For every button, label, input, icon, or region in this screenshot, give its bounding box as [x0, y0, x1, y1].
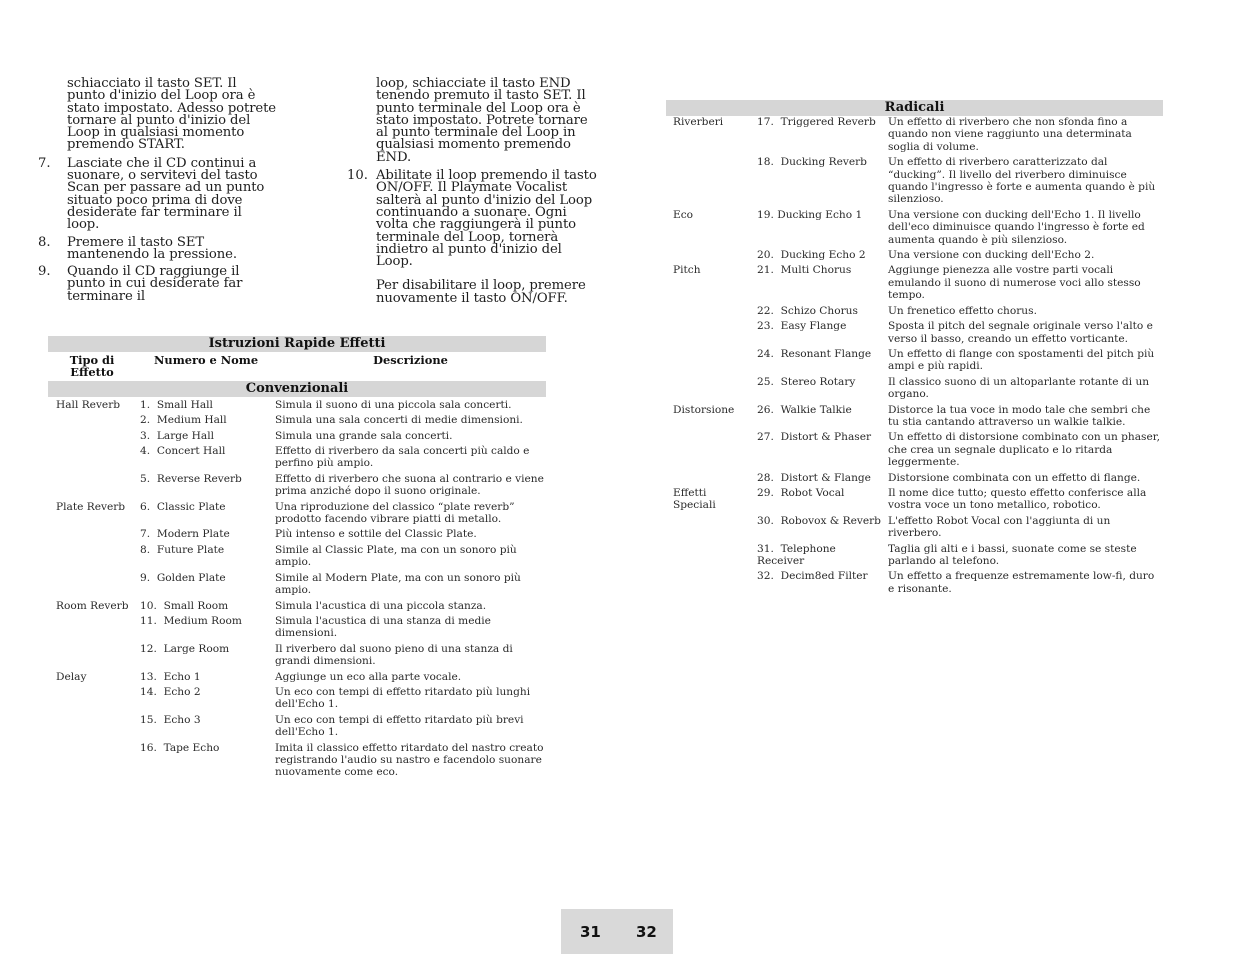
- effect-description-cell: Un effetto a frequenze estremamente low-fi, duro e risonante.: [888, 570, 1158, 595]
- step-continuation: loop, schiacciate il tasto END tenendo premuto il tasto SET. Il punto terminale del Loop ora è stato impostato. Potrete tornare al punto terminale del Loop in qualsiasi momento premendo END.: [376, 76, 588, 165]
- table-row: [666, 249, 1163, 264]
- step-text: Lasciate che il CD continui a suonare, o servitevi del tasto Scan per passare ad un punto situato poco prima di dove desiderate far terminare il loop.: [67, 155, 265, 233]
- effect-name-cell: 3. Large Hall: [140, 429, 215, 442]
- effect-name-cell: 4. Concert Hall: [140, 445, 226, 458]
- effect-name-cell: 9. Golden Plate: [140, 571, 226, 584]
- effect-name-cell: 1. Small Hall: [140, 398, 213, 411]
- table-row: [666, 305, 1163, 320]
- step-item-8: [38, 234, 278, 262]
- table-row: [666, 472, 1163, 487]
- effect-description-cell: Effetto di riverbero che suona al contrario e viene prima anziché dopo il suono originale.: [275, 472, 548, 498]
- table-row: [48, 473, 546, 501]
- table-row: [666, 320, 1163, 348]
- table-row: [48, 742, 546, 782]
- effect-type-cell: [666, 570, 751, 598]
- effect-name-cell: 10. Small Room: [140, 599, 229, 612]
- effect-description-cell: Sposta il pitch del segnale originale verso l'alto e verso il basso, creando un effetto vorticante.: [888, 320, 1157, 345]
- step-item-7: [38, 155, 278, 233]
- effect-type-cell: Plate Reverb: [56, 500, 126, 513]
- effect-description-cell: Un eco con tempi di effetto ritardato più lunghi dell'Echo 1.: [275, 685, 534, 711]
- step-number: 7.: [38, 155, 51, 171]
- step-item-9: [38, 266, 278, 303]
- table-row: [48, 600, 546, 615]
- effect-type-cell: Eco: [673, 208, 694, 221]
- effect-description-cell: Simula il suono di una piccola sala concerti.: [275, 398, 512, 411]
- effect-name-cell: 17. Triggered Reverb: [757, 116, 876, 128]
- effect-name-cell: 30. Robovox & Reverb: [757, 514, 881, 527]
- effect-type-cell: [48, 544, 136, 572]
- table-header-row: [48, 352, 546, 381]
- effect-description-cell: Simile al Classic Plate, ma con un sonoro più ampio.: [275, 543, 521, 569]
- step-text: Abilitate il loop premendo il tasto ON/OFF. Il Playmate Vocalist salterà al punto d'inizio del Loop continuando a suonare. Ogni volta che raggiungerà il punto terminale del Loop, tornerà indietro al punto d'inizio del Loop.: [376, 168, 597, 270]
- effect-description-cell: Un frenetico effetto chorus.: [888, 304, 1037, 317]
- table-title: Istruzioni Rapide Effetti: [48, 336, 546, 352]
- effect-type-cell: [48, 414, 136, 429]
- effect-name-cell: 27. Distort & Phaser: [757, 431, 872, 444]
- effect-description-cell: Un effetto di flange con spostamenti del pitch più ampi e più rapidi.: [888, 347, 1158, 373]
- effect-type-cell: Distorsione: [673, 403, 735, 416]
- effect-name-cell: 20. Ducking Echo 2: [757, 249, 866, 262]
- table-row: [48, 714, 546, 742]
- section-title: Convenzionali: [48, 381, 546, 397]
- table-row: [666, 570, 1163, 598]
- effect-name-cell: 26. Walkie Talkie: [757, 403, 852, 416]
- effect-description-cell: Taglia gli alti e i bassi, suonate come se steste parlando al telefono.: [888, 542, 1140, 567]
- header-number-name: Numero e Nome: [154, 353, 259, 367]
- effect-type-cell: [666, 156, 751, 209]
- effect-description-cell: Una riproduzione del classico “plate reverb” prodotto facendo vibrare piatti di metallo.: [275, 500, 518, 526]
- effect-description-cell: Simula l'acustica di una piccola stanza.: [275, 599, 487, 612]
- effect-name-cell: 11. Medium Room: [140, 614, 242, 627]
- table-row: [48, 686, 546, 714]
- effect-description-cell: Un effetto di distorsione combinato con un phaser, che crea un segnale duplicato e lo ritarda leggermente.: [888, 431, 1164, 469]
- effect-name-cell: 19. Ducking Echo 1: [757, 208, 863, 221]
- effect-name-cell: 12. Large Room: [140, 642, 230, 655]
- table-row: [666, 515, 1163, 543]
- effect-description-cell: Più intenso e sottile del Classic Plate.: [275, 528, 477, 541]
- effect-type-cell: [48, 615, 136, 643]
- effect-description-cell: Imita il classico effetto ritardato del nastro creato registrando l'audio su nastro e facendolo suonare nuovamente come eco.: [275, 741, 547, 779]
- effect-type-cell: Delay: [56, 670, 87, 683]
- effect-description-cell: Il classico suono di un altoparlante rotante di un organo.: [888, 375, 1153, 401]
- effect-type-cell: [666, 376, 751, 404]
- effect-type-cell: [48, 643, 136, 671]
- effects-table: [48, 336, 546, 782]
- effect-description-cell: Un eco con tempi di effetto ritardato più brevi dell'Echo 1.: [275, 713, 527, 739]
- table-row: [48, 544, 546, 572]
- effect-name-cell: 8. Future Plate: [140, 543, 225, 556]
- effect-type-cell: [666, 515, 751, 543]
- effect-type-cell: [666, 431, 751, 471]
- step-text: Quando il CD raggiunge il punto in cui desiderate far terminare il: [67, 264, 243, 304]
- effect-type-cell: [48, 445, 136, 473]
- instructions-column-2: [347, 78, 597, 305]
- header-type: Tipo di Effetto: [69, 353, 115, 380]
- effect-name-cell: 16. Tape Echo: [140, 741, 220, 754]
- table-row: [48, 528, 546, 543]
- table-row: [666, 431, 1163, 471]
- effect-name-cell: 22. Schizo Chorus: [757, 304, 858, 317]
- page-number-tab: [561, 909, 673, 954]
- table-row: [666, 404, 1163, 432]
- effect-name-cell: 13. Echo 1: [140, 670, 201, 683]
- step-text: Premere il tasto SET mantenendo la pressione.: [67, 234, 237, 262]
- effect-type-cell: [48, 528, 136, 543]
- effect-type-cell: [666, 472, 751, 487]
- table-row: [48, 615, 546, 643]
- effect-description-cell: Distorce la tua voce in modo tale che sembri che tu stia cantando attraverso un walkie talkie.: [888, 403, 1154, 428]
- effect-name-cell: 18. Ducking Reverb: [757, 156, 867, 169]
- effect-type-cell: [48, 572, 136, 600]
- effect-name-cell: 32. Decim8ed Filter: [757, 570, 868, 583]
- step-continuation: schiacciato il tasto SET. Il punto d'inizio del Loop ora è stato impostato. Adesso potrete tornare al punto d'inizio del Loop in qualsiasi momento premendo START.: [67, 76, 277, 153]
- table-row: [48, 671, 546, 686]
- effect-name-cell: 6. Classic Plate: [140, 500, 226, 513]
- effect-description-cell: Simile al Modern Plate, ma con un sonoro più ampio.: [275, 571, 525, 597]
- effect-description-cell: Simula una grande sala concerti.: [275, 429, 453, 442]
- effect-description-cell: Effetto di riverbero da sala concerti più caldo e perfino più ampio.: [275, 445, 533, 470]
- section-row: [666, 100, 1163, 116]
- table-row: [48, 414, 546, 429]
- effect-name-cell: 24. Resonant Flange: [757, 347, 872, 360]
- table-row: [666, 116, 1163, 156]
- effect-type-cell: [666, 249, 751, 264]
- table-row: [666, 264, 1163, 304]
- section-title: Radicali: [666, 100, 1163, 116]
- effect-name-cell: 25. Stereo Rotary: [757, 375, 856, 388]
- step-number: 8.: [38, 234, 51, 250]
- effect-description-cell: Il riverbero dal suono pieno di una stanza di grandi dimensioni.: [275, 642, 517, 668]
- step-item-10: [347, 170, 597, 268]
- effect-type-cell: [666, 543, 751, 571]
- table-row: [48, 445, 546, 473]
- effect-name-cell: 23. Easy Flange: [757, 320, 847, 333]
- table-row: [666, 156, 1163, 209]
- effect-name-cell: 28. Distort & Flange: [757, 471, 871, 484]
- effect-type-cell: Hall Reverb: [56, 398, 121, 411]
- effect-description-cell: Distorsione combinata con un effetto di flange.: [888, 471, 1141, 484]
- page-number-right: 32: [636, 923, 657, 941]
- effect-type-cell: [666, 320, 751, 348]
- effect-name-cell: 2. Medium Hall: [140, 414, 227, 427]
- effect-type-cell: Effetti Speciali: [673, 486, 716, 512]
- effect-type-cell: Riverberi: [673, 116, 724, 128]
- effect-description-cell: Il nome dice tutto; questo effetto conferisce alla vostra voce un tono metallico, robotico.: [888, 486, 1150, 512]
- effect-description-cell: Una versione con ducking dell'Echo 2.: [888, 249, 1095, 262]
- effect-name-cell: 15. Echo 3: [140, 713, 201, 726]
- table-row: [48, 430, 546, 445]
- effect-description-cell: Una versione con ducking dell'Echo 1. Il livello dell'eco diminuisce quando l'ingresso è forte ed aumenta quando è più silenzioso.: [888, 208, 1149, 246]
- header-description: Descrizione: [373, 353, 448, 367]
- table-row: [666, 348, 1163, 376]
- effect-description-cell: Simula l'acustica di una stanza di medie dimensioni.: [275, 614, 495, 640]
- effect-name-cell: 5. Reverse Reverb: [140, 472, 242, 485]
- effect-description-cell: Un effetto di riverbero che non sfonda fino a quando non viene raggiunto una determinata soglia di volume.: [888, 116, 1136, 153]
- effect-description-cell: Simula una sala concerti di medie dimensioni.: [275, 414, 523, 427]
- table-row: [48, 501, 546, 529]
- effect-type-cell: [48, 430, 136, 445]
- effect-description-cell: Un effetto di riverbero caratterizzato dal “ducking”. Il livello del riverbero diminuisce quando l'ingresso è forte e aumenta quando è più silenzioso.: [888, 156, 1159, 206]
- effect-name-cell: 31. Telephone Receiver: [757, 542, 840, 567]
- effect-description-cell: L'effetto Robot Vocal con l'aggiunta di un riverbero.: [888, 514, 1114, 540]
- step-number: 10.: [347, 168, 368, 184]
- effect-name-cell: 7. Modern Plate: [140, 528, 230, 541]
- closing-note: Per disabilitare il loop, premere nuovamente il tasto ON/OFF.: [376, 278, 586, 306]
- table-row: [666, 376, 1163, 404]
- effect-description-cell: Aggiunge pienezza alle vostre parti vocali emulando il suono di numerose voci allo stesso tempo.: [888, 264, 1145, 302]
- effect-name-cell: 29. Robot Vocal: [757, 486, 845, 499]
- table-row: [666, 487, 1163, 515]
- effect-type-cell: [48, 742, 136, 782]
- table-row: [48, 572, 546, 600]
- effect-type-cell: [666, 348, 751, 376]
- effect-description-cell: Aggiunge un eco alla parte vocale.: [275, 670, 462, 683]
- table-row: [48, 643, 546, 671]
- effect-type-cell: Room Reverb: [56, 599, 129, 612]
- radicali-table: [666, 100, 1163, 598]
- effect-type-cell: [48, 714, 136, 742]
- effect-type-cell: [48, 686, 136, 714]
- effect-name-cell: 21. Multi Chorus: [757, 264, 852, 277]
- effect-name-cell: 14. Echo 2: [140, 685, 201, 698]
- instructions-column-1: [38, 78, 278, 303]
- effect-type-cell: [666, 305, 751, 320]
- table-row: [666, 543, 1163, 571]
- table-row: [666, 209, 1163, 249]
- effect-type-cell: Pitch: [673, 264, 701, 277]
- page-number-left: 31: [580, 923, 601, 941]
- section-row: [48, 381, 546, 397]
- step-number: 9.: [38, 264, 51, 280]
- table-row: [48, 399, 546, 414]
- table-title-row: [48, 336, 546, 352]
- effect-type-cell: [48, 473, 136, 501]
